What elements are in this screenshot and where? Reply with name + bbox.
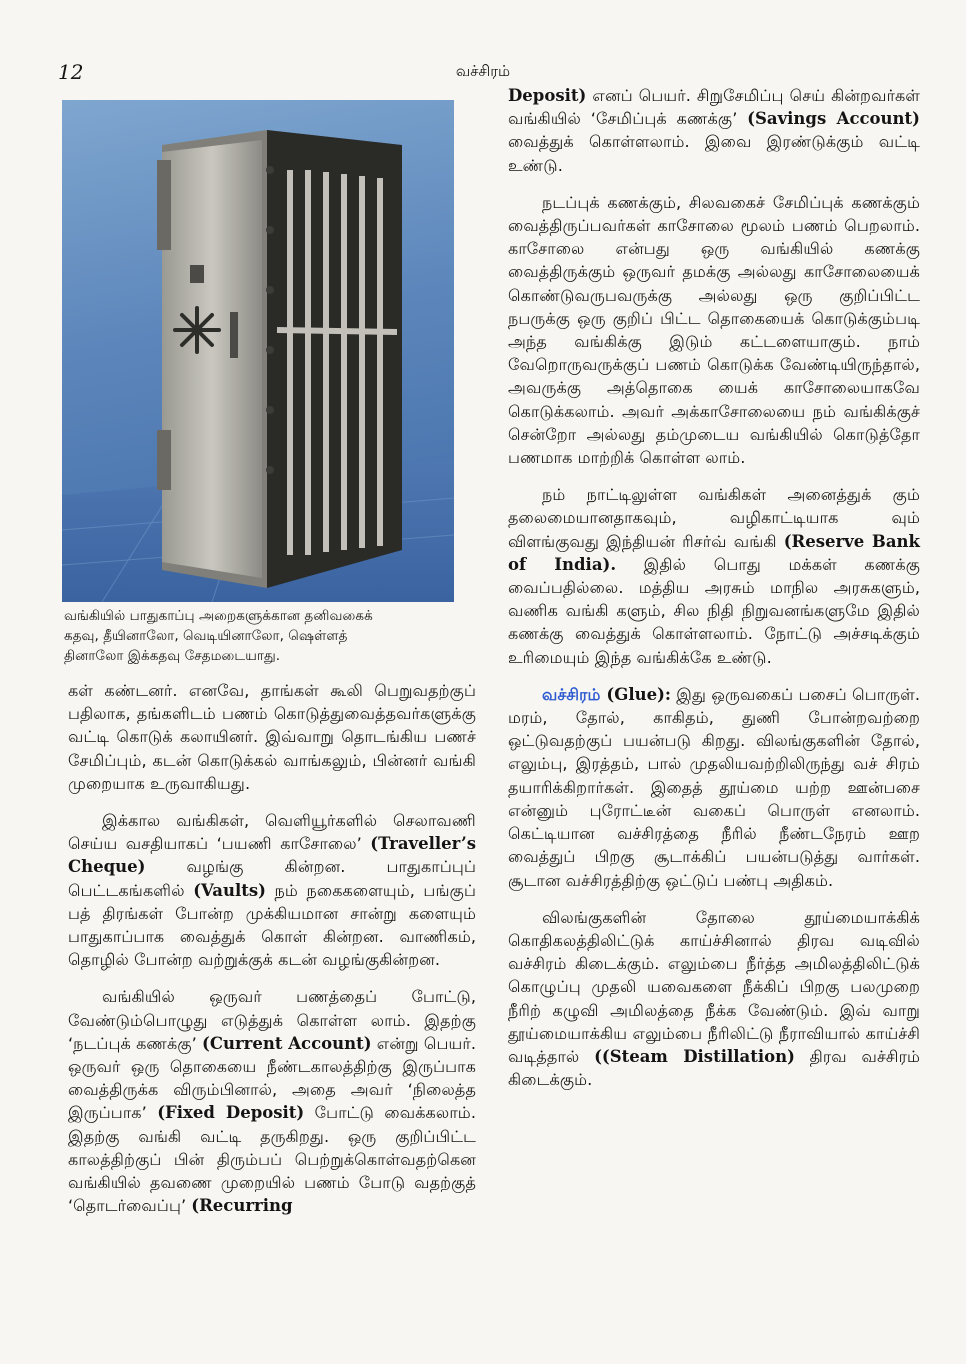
paragraph: Deposit) எனப் பெயர். சிறுசேமிப்பு செய் கின்றவர்கள் வங்கியில் ‘சேமிப்புக் கணக்கு’ (Savings Account) வைத்துக் கொள்ளலாம். இவை இரண்டுக்கும் வட்டி உண்டு. bbox=[508, 86, 920, 175]
caption-line: தினாலோ இக்கதவு சேதமடையாது. bbox=[64, 648, 281, 664]
paragraph: விலங்குகளின் தோலை தூய்மையாக்கிக் கொதிகலத்திலிட்டுக் காய்ச்சினால் திரவ வடிவில் வச்சிரம் கிடைக்கும். எலும்பை நீர்த்த அமிலத்திலிட்டுக் கொழுப்பு முதலி யவைகளை நீக்கிப் பிறகு பலமுறை நீரிற் கழுவி அமிலத்தை நீக்க வேண்டும். இவ் வாறு தூய்மையாக்கிய எலும்பை நீரிலிட்டு நீராவியால் காய்ச்சி வடித்தால் ((Steam Distillation) திரவ வச்சிரம் கிடைக்கும். bbox=[508, 907, 920, 1090]
caption-line: வங்கியில் பாதுகாப்பு அறைகளுக்கான தனிவகைக் bbox=[64, 608, 373, 624]
paragraph: நடப்புக் கணக்கும், சிலவகைச் சேமிப்புக் கணக்கும் வைத்திருப்பவர்கள் காசோலை மூலம் பணம் பெறலாம். காசோலை என்பது ஒரு வங்கியில் கணக்கு வைத்திருக்கும் ஒருவர் தமக்கு அல்லது காசோலையைக் கொண்டுவருபவருக்கு அல்லது ஒரு குறிப்பிட்ட நபருக்கு ஒரு குறிப் பிட்ட தொகையைக் கொடுக்கும்படி அந்த வங்கிக்கு இடும் கட்டளையாகும். நாம் வேறொருவருக்குப் பணம் கொடுக்க வேண்டியிருந்தால், அவருக்கு அத்தொகை யைக் காசோலையாகவே கொடுக்கலாம். அவர் அக்காசோலையை நம் வங்கிக்குச் சென்றோ அல்லது தம்முடைய வங்கியில் கொடுத்தோ பணமாக மாற்றிக் கொள்ள லாம். bbox=[508, 192, 920, 468]
paragraph: நம் நாட்டிலுள்ள வங்கிகள் அனைத்துக் கும் தலைமையானதாகவும், வழிகாட்டியாக வும் விளங்குவது இந்தியன் ரிசர்வ் வங்கி (Reserve Bank of India). இதில் பொது மக்கள் கணக்கு வைப்பதில்லை. மத்திய அரசும் மாநில அரசுகளும், வணிக வங்கி களும், சில நிதி நிறுவனங்களுமே இதில் கணக்கு வைத்துக் கொள்ளலாம். நோட்டு அச்சடிக்கும் உரிமையும் இந்த வங்கிக்கே உண்டு. bbox=[508, 485, 920, 667]
vault-door-photo bbox=[62, 100, 454, 602]
vault-door-icon bbox=[62, 100, 454, 602]
figure-caption bbox=[64, 606, 464, 666]
running-head: வச்சிரம் bbox=[455, 62, 511, 80]
paragraph: வங்கியில் ஒருவர் பணத்தைப் போட்டு, வேண்டும்பொழுது எடுத்துக் கொள்ள லாம். இதற்கு ‘நடப்புக் கணக்கு’ (Current Account) என்று பெயர். ஒருவர் ஒரு தொகையை நீண்டகாலத்திற்கு இருப்பாக வைத்திருக்க விரும்பினால், அதை அவர் ‘நிலைத்த இருப்பாக’ (Fixed Deposit) போட்டு வைக்கலாம். இதற்கு வங்கி வட்டி தருகிறது. ஒரு குறிப்பிட்ட காலத்திற்குப் பின் திரும்பப் பெற்றுக்கொள்வதற்கென வங்கியில் தவணை முறையில் பணம் போடு வதற்குத் ‘தொடர்வைப்பு’ (Recurring bbox=[68, 987, 476, 1216]
paragraph: வச்சிரம் (Glue): இது ஒருவகைப் பசைப் பொருள். மரம், தோல், காகிதம், துணி போன்றவற்றை ஒட்டுவதற்குப் பயன்படு கிறது. விலங்குகளின் தோல், எலும்பு, இரத்தம், பால் முதலியவற்றிலிருந்து வச் சிரம் தயாரிக்கிறார்கள். இதைத் தூய்மை யற்ற ஊன்பசை என்னும் புரோட்டீன் வகைப் பொருள் எனலாம். கெட்டியான வச்சிரத்தை நீரில் நீண்டநேரம் ஊற வைத்துப் பிறகு சூடாக்கிப் பயன்படுத்து வார்கள். சூடான வச்சிரத்திற்கு ஒட்டுப் பண்பு அதிகம். bbox=[508, 684, 920, 890]
left-column bbox=[68, 679, 476, 1231]
caption-line: கதவு, தீயினாலோ, வெடியினாலோ, ஷெள்ளத் bbox=[64, 628, 348, 644]
paragraph: இக்கால வங்கிகள், வெளியூர்களில் செலாவணி செய்ய வசதியாகப் ‘பயணி காசோலை’ (Traveller’s Cheque) வழங்கு கின்றன. பாதுகாப்புப் பெட்டகங்களில் (Vaults) நம் நகைகளையும், பங்குப் பத் திரங்கள் போன்ற முக்கியமான சான்று களையும் பாதுகாப்பாக வைத்துக் கொள் கின்றன. வாணிகம், தொழில் போன்ற வற்றுக்குக் கடன் வழங்குகின்றன. bbox=[68, 811, 476, 970]
paragraph: கள் கண்டனர். எனவே, தாங்கள் கூலி பெறுவதற்குப் பதிலாக, தங்களிடம் பணம் கொடுத்துவைத்தவர்களுக்கு வட்டி கொடுக் கலாயினர். இவ்வாறு தொடங்கிய பணச் சேமிப்பும், கடன் கொடுக்கல் வாங்கலும், பின்னர் வங்கி முறையாக உருவாகியது. bbox=[68, 681, 476, 793]
page-number: 12 bbox=[58, 60, 84, 84]
right-column bbox=[508, 84, 920, 1105]
headword: வச்சிரம் bbox=[542, 684, 601, 704]
